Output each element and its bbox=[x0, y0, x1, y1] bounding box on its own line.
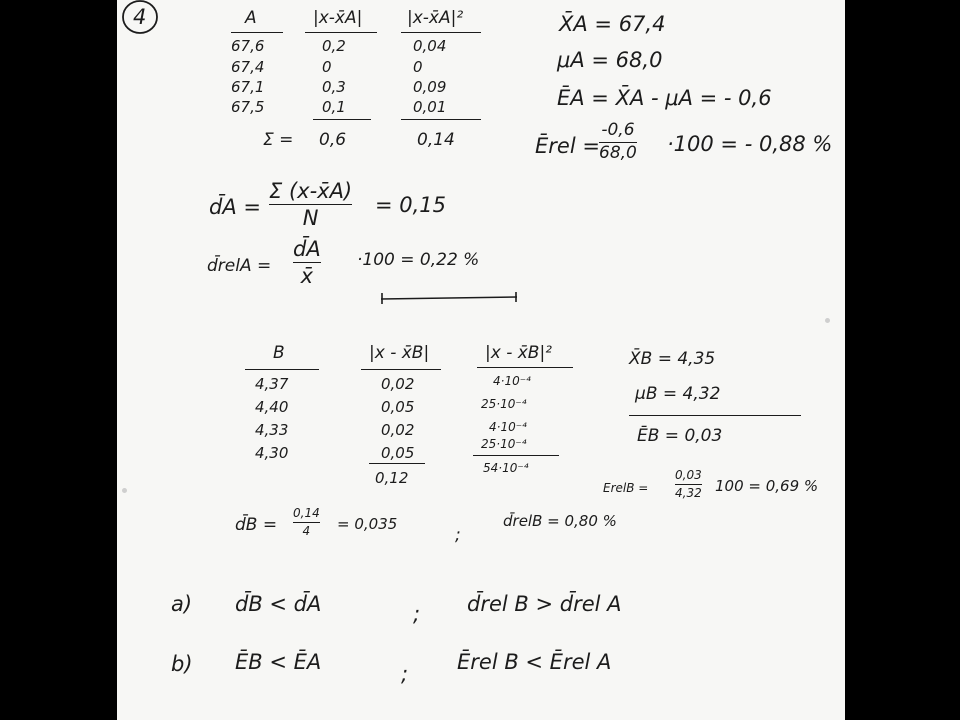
table-b-cell: 0,02 bbox=[381, 375, 415, 393]
table-a-sum-abs: 0,6 bbox=[319, 130, 347, 150]
table-a-cell: 67,5 bbox=[231, 98, 265, 116]
mean-deviation-a-denominator: N bbox=[302, 206, 319, 231]
conclusion-b-left: ĒB < ĒA bbox=[235, 650, 322, 674]
table-b-sum-abs: 0,12 bbox=[375, 469, 409, 487]
relative-deviation-a-result: ·100 = 0,22 % bbox=[357, 250, 480, 270]
table-a-header-underline-3 bbox=[401, 32, 481, 33]
table-a-header-abs-dev: |x-x̄A| bbox=[313, 8, 363, 28]
right-b-rule bbox=[629, 415, 801, 416]
absolute-error-a: ĒA = X̄A - μA = - 0,6 bbox=[557, 86, 772, 110]
mean-deviation-b-label: d̄B = bbox=[235, 515, 278, 535]
table-b-cell: 25·10⁻⁴ bbox=[481, 437, 527, 451]
table-b-header-underline-3 bbox=[477, 367, 573, 368]
table-b-cell: 4·10⁻⁴ bbox=[489, 420, 527, 434]
mean-deviation-a-bar bbox=[269, 204, 352, 205]
table-a-cell: 0,1 bbox=[322, 98, 346, 116]
relative-deviation-a-label: d̄relA = bbox=[207, 256, 272, 276]
table-b-cell: 0,02 bbox=[381, 421, 415, 439]
table-b-cell: 0,05 bbox=[381, 444, 415, 462]
true-value-a: μA = 68,0 bbox=[557, 48, 663, 72]
paper-sheet bbox=[117, 0, 845, 720]
mean-deviation-b-separator: ; bbox=[455, 525, 461, 545]
table-b-cell: 4,30 bbox=[255, 444, 289, 462]
relative-error-a-result: ·100 = - 0,88 % bbox=[667, 132, 833, 156]
mean-deviation-b-fraction bbox=[293, 507, 320, 537]
table-a-cell: 0,01 bbox=[413, 98, 447, 116]
mean-deviation-a-numerator: Σ (x-x̄A) bbox=[269, 179, 353, 203]
mean-deviation-b-numerator: 0,14 bbox=[293, 506, 320, 520]
relative-deviation-b: d̄relB = 0,80 % bbox=[503, 512, 617, 530]
conclusion-b-separator: ; bbox=[401, 662, 409, 686]
mean-deviation-a-result: = 0,15 bbox=[375, 193, 447, 217]
conclusion-a-left: d̄B < d̄A bbox=[235, 592, 322, 616]
table-a-sum-rule-2 bbox=[401, 119, 481, 120]
table-b-header-sq-dev: |x - x̄B|² bbox=[485, 343, 552, 363]
relative-error-b-fraction bbox=[675, 469, 702, 499]
mean-deviation-b-result: = 0,035 bbox=[337, 515, 398, 533]
relative-error-a-label: Ērel = bbox=[535, 134, 600, 158]
table-b-cell: 4,40 bbox=[255, 398, 289, 416]
conclusion-b-right: Ērel B < Ērel A bbox=[457, 650, 612, 674]
relative-error-a-numerator: -0,6 bbox=[601, 120, 635, 140]
relative-error-a-denominator: 68,0 bbox=[599, 142, 637, 163]
relative-error-b-numerator: 0,03 bbox=[675, 468, 702, 482]
table-a-cell: 67,4 bbox=[231, 58, 265, 76]
table-a-header-underline-1 bbox=[231, 32, 283, 33]
table-a-sum-rule-1 bbox=[313, 119, 371, 120]
relative-deviation-a-numerator: d̄A bbox=[293, 237, 321, 261]
table-b-cell: 0,05 bbox=[381, 398, 415, 416]
table-b-sum-rule-2 bbox=[473, 455, 559, 456]
mean-b: X̄B = 4,35 bbox=[629, 349, 716, 369]
punch-hole bbox=[122, 488, 127, 493]
relative-deviation-a-denominator: x̄ bbox=[300, 264, 314, 289]
relative-deviation-a-bar bbox=[293, 262, 321, 263]
mean-deviation-b-bar bbox=[293, 522, 320, 523]
conclusion-b-label: b) bbox=[171, 652, 193, 676]
table-a-cell: 0,04 bbox=[413, 37, 447, 55]
conclusion-a-label: a) bbox=[171, 592, 193, 616]
mean-deviation-a-fraction bbox=[269, 180, 352, 229]
relative-error-b-label: ErelB = bbox=[603, 481, 649, 495]
table-b-cell: 4·10⁻⁴ bbox=[493, 374, 531, 388]
table-a-sum-sq: 0,14 bbox=[417, 130, 455, 150]
mean-a: X̄A = 67,4 bbox=[559, 12, 666, 36]
table-b-sum-sq: 54·10⁻⁴ bbox=[483, 461, 529, 475]
relative-error-b-denominator: 4,32 bbox=[675, 485, 702, 500]
table-b-header-underline-2 bbox=[361, 369, 441, 370]
true-value-b: μB = 4,32 bbox=[635, 384, 721, 404]
table-b-header-underline-1 bbox=[245, 369, 319, 370]
problem-number: 4 bbox=[133, 5, 147, 29]
table-a-cell: 0,2 bbox=[322, 37, 346, 55]
table-a-sum-label: Σ = bbox=[263, 130, 294, 150]
table-a-cell: 0 bbox=[413, 58, 423, 76]
table-b-cell: 4,37 bbox=[255, 375, 289, 393]
table-a-cell: 0,09 bbox=[413, 78, 447, 96]
relative-error-b-bar bbox=[675, 484, 702, 485]
table-b-header-value: B bbox=[273, 343, 285, 363]
table-a-header-sq-dev: |x-x̄A|² bbox=[407, 8, 464, 28]
relative-error-b-result: 100 = 0,69 % bbox=[715, 477, 819, 495]
table-b-sum-rule-1 bbox=[369, 463, 425, 464]
table-b-cell: 4,33 bbox=[255, 421, 289, 439]
table-a-cell: 67,6 bbox=[231, 37, 265, 55]
table-b-header-abs-dev: |x - x̄B| bbox=[369, 343, 430, 363]
mean-deviation-b-denominator: 4 bbox=[302, 523, 311, 538]
table-a-header-value: A bbox=[245, 8, 257, 28]
mean-deviation-a-label: d̄A = bbox=[209, 195, 261, 219]
conclusion-a-separator: ; bbox=[413, 602, 421, 626]
table-a-cell: 0,3 bbox=[322, 78, 346, 96]
absolute-error-b: ĒB = 0,03 bbox=[637, 426, 723, 446]
section-separator bbox=[379, 290, 521, 306]
table-a-header-underline-2 bbox=[305, 32, 377, 33]
table-a-cell: 67,1 bbox=[231, 78, 265, 96]
relative-error-a-fraction bbox=[599, 122, 637, 163]
conclusion-a-right: d̄rel B > d̄rel A bbox=[467, 592, 622, 616]
table-b-cell: 25·10⁻⁴ bbox=[481, 397, 527, 411]
table-a-cell: 0 bbox=[322, 58, 332, 76]
punch-hole bbox=[825, 318, 830, 323]
relative-deviation-a-fraction bbox=[293, 238, 321, 287]
